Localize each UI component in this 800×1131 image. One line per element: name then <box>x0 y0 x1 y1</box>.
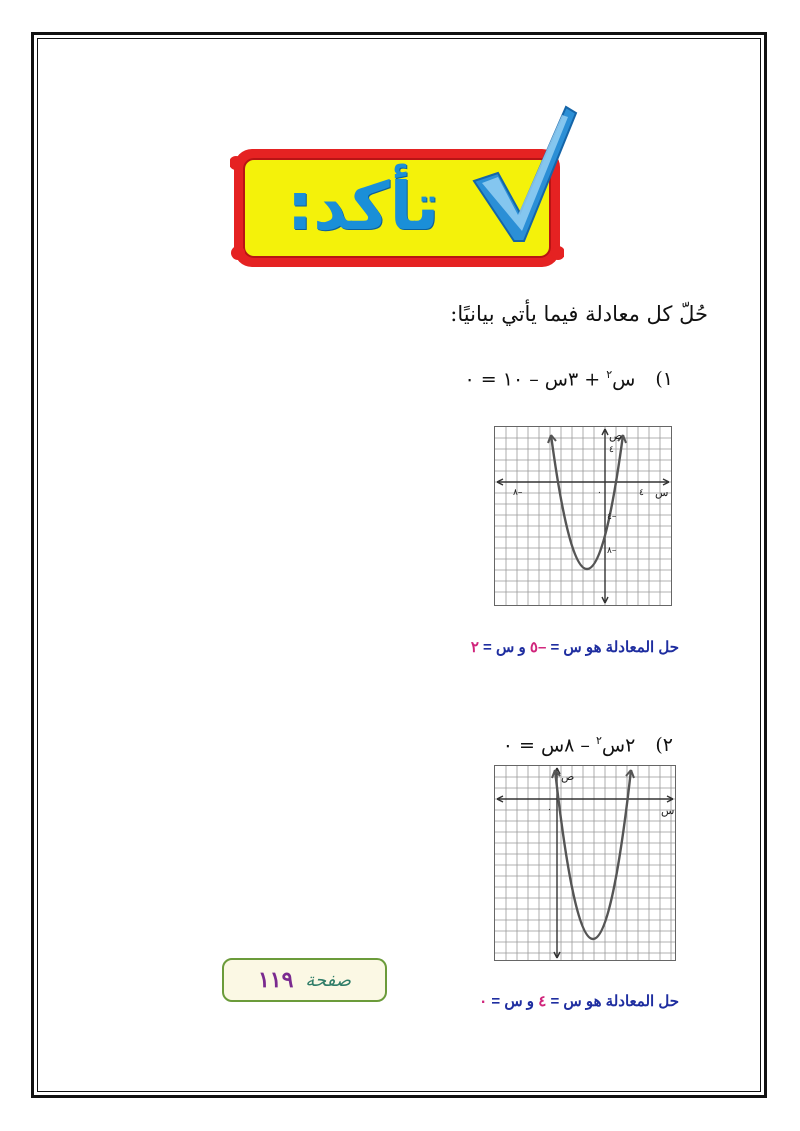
x-axis-label: س <box>655 486 669 499</box>
check-banner <box>230 141 564 271</box>
parabola-plot <box>495 427 671 605</box>
answer-2 <box>479 992 679 1010</box>
tick-label: ٨– <box>513 488 523 498</box>
answer-1 <box>471 638 679 656</box>
eq-rest: – ٨س = ٠ <box>502 734 590 757</box>
answer-prefix: حل المعادلة هو س = <box>546 993 679 1010</box>
answer-value: ٠ <box>479 993 488 1010</box>
eq-term: س <box>612 368 636 391</box>
eq-term: ٢س <box>601 734 636 757</box>
instruction: حُلّ كل معادلة فيما يأتي بيانيًا: <box>450 302 708 326</box>
answer-value: –٥ <box>529 639 547 656</box>
parabola-plot <box>495 766 675 960</box>
checkmark-icon <box>468 103 578 253</box>
eq-exponent: ٢ <box>606 368 613 381</box>
parabola-curve <box>555 770 631 939</box>
answer-prefix: حل المعادلة هو س = <box>546 639 679 656</box>
tick-label: ٤ <box>609 445 614 455</box>
answer-mid: و س = <box>487 993 539 1010</box>
answer-value: ٤ <box>538 993 547 1010</box>
tick-label: ٤– <box>607 512 617 522</box>
tick-label: ٠ <box>597 488 602 498</box>
problem-number: ١) <box>655 368 673 391</box>
tick-label: ٨– <box>607 546 617 556</box>
y-axis-label: ص <box>609 429 623 442</box>
graph-2 <box>494 765 676 961</box>
page-word: صفحة <box>305 969 352 991</box>
tick-label: ٠ <box>547 805 552 815</box>
y-axis-label: ص <box>561 770 575 783</box>
answer-value: ٢ <box>470 639 479 656</box>
problem-number: ٢) <box>655 734 673 757</box>
equation-1 <box>465 368 673 390</box>
eq-rest: + ٣س – ١٠ = ٠ <box>464 368 601 391</box>
graph-1 <box>494 426 672 606</box>
tick-label: ٤ <box>639 488 644 498</box>
page-badge <box>222 958 387 1002</box>
eq-exponent: ٢ <box>595 734 602 747</box>
page-number: ١١٩ <box>257 967 294 992</box>
answer-mid: و س = <box>478 639 530 656</box>
x-axis-label: س <box>661 804 675 817</box>
banner-title: تأكد: <box>286 167 440 245</box>
equation-2 <box>503 734 673 756</box>
